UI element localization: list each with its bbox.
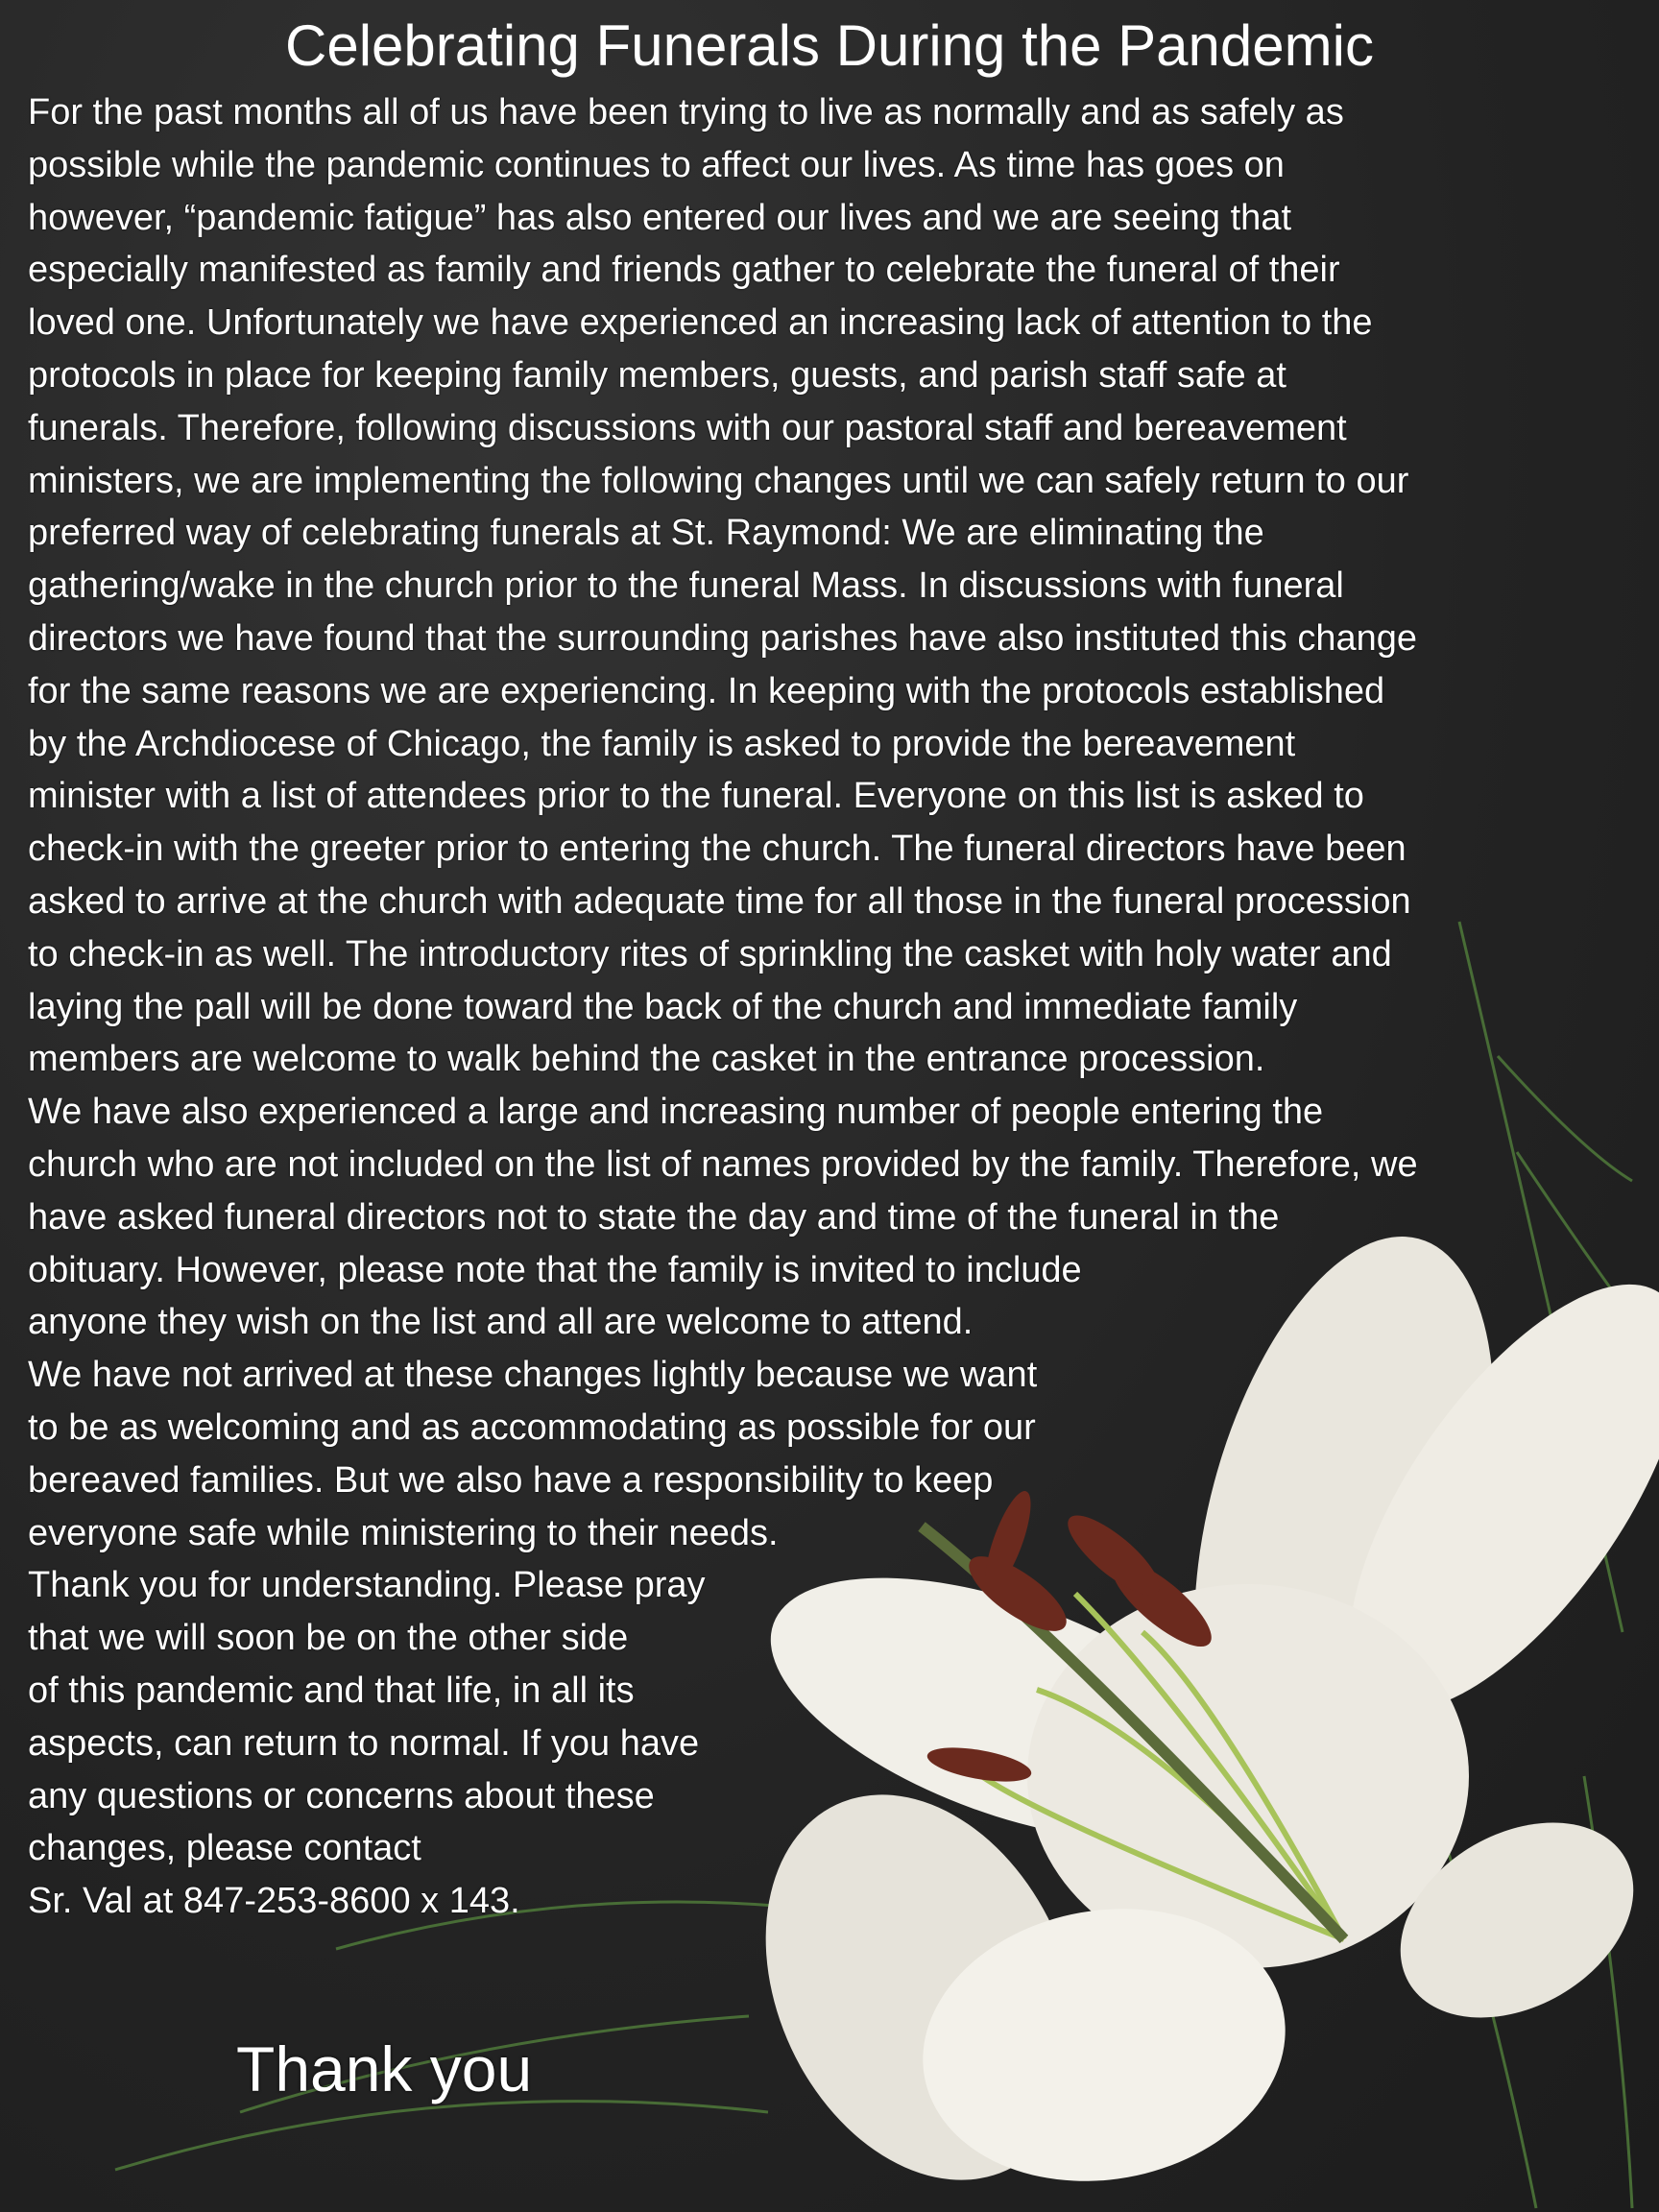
- body-line: Sr. Val at 847-253-8600 x 143.: [28, 1881, 520, 1922]
- body-line: For the past months all of us have been trying to live as normally and as safely as: [28, 92, 1344, 132]
- body-line: loved one. Unfortunately we have experienced an increasing lack of attention to the: [28, 302, 1373, 344]
- body-line: obituary. However, please note that the family is invited to include: [28, 1249, 1082, 1290]
- body-line: possible while the pandemic continues to affect our lives. As time has goes on: [28, 144, 1285, 185]
- page-title: Celebrating Funerals During the Pandemic: [285, 13, 1374, 78]
- body-line: any questions or concerns about these: [28, 1775, 655, 1816]
- body-line: bereaved families. But we also have a responsibility to keep: [28, 1459, 994, 1501]
- body-line: preferred way of celebrating funerals at St. Raymond: We are eliminating the: [28, 513, 1264, 554]
- body-line: aspects, can return to normal. If you have: [28, 1722, 700, 1764]
- body-line: by the Archdiocese of Chicago, the family is asked to provide the bereavement: [28, 723, 1296, 764]
- body-line: funerals. Therefore, following discussions with our pastoral staff and bereavement: [28, 407, 1347, 448]
- body-line: directors we have found that the surrounding parishes have also instituted this change: [28, 617, 1418, 659]
- body-line: Thank you for understanding. Please pray: [28, 1565, 706, 1606]
- body-line: We have not arrived at these changes lightly because we want: [28, 1355, 1038, 1396]
- body-line: ministers, we are implementing the following changes until we can safely return to our: [28, 460, 1409, 501]
- body-line: to be as welcoming and as accommodating as possible for our: [28, 1407, 1036, 1448]
- body-line: especially manifested as family and friends gather to celebrate the funeral of their: [28, 250, 1340, 291]
- body-line: check-in with the greeter prior to entering the church. The funeral directors have been: [28, 829, 1407, 870]
- body-line: minister with a list of attendees prior to the funeral. Everyone on this list is asked to: [28, 776, 1364, 817]
- body-line: laying the pall will be done toward the back of the church and immediate family: [28, 986, 1298, 1027]
- body-line: church who are not included on the list of names provided by the family. Therefore, we: [28, 1143, 1418, 1185]
- body-line: of this pandemic and that life, in all its: [28, 1670, 635, 1711]
- body-line: asked to arrive at the church with adequate time for all those in the funeral procession: [28, 880, 1411, 922]
- body-line: however, “pandemic fatigue” has also entered our lives and we are seeing that: [28, 197, 1292, 238]
- body-line: have asked funeral directors not to state the day and time of the funeral in the: [28, 1196, 1280, 1238]
- body-line: anyone they wish on the list and all are welcome to attend.: [28, 1302, 974, 1343]
- body-line: that we will soon be on the other side: [28, 1618, 629, 1659]
- body-line: for the same reasons we are experiencing. In keeping with the protocols established: [28, 670, 1385, 711]
- body-line: to check-in as well. The introductory rites of sprinkling the casket with holy water and: [28, 933, 1392, 974]
- closing-thank-you: Thank you: [236, 2033, 533, 2104]
- body-line: gathering/wake in the church prior to the funeral Mass. In discussions with funeral: [28, 565, 1344, 607]
- body-line: everyone safe while ministering to their needs.: [28, 1512, 779, 1553]
- body-line: members are welcome to walk behind the casket in the entrance procession.: [28, 1039, 1265, 1080]
- body-line: We have also experienced a large and increasing number of people entering the: [28, 1092, 1324, 1133]
- body-line: protocols in place for keeping family members, guests, and parish staff safe at: [28, 354, 1286, 396]
- body-line: changes, please contact: [28, 1828, 421, 1869]
- body-text: [28, 86, 1418, 1928]
